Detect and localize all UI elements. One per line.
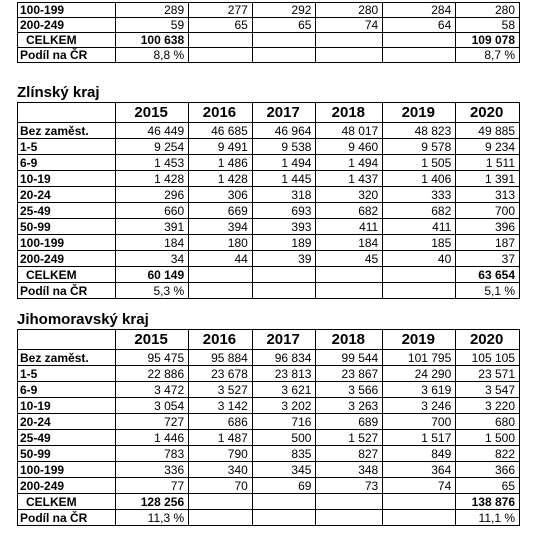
- table-row: [18, 414, 520, 430]
- table-row: [18, 123, 520, 139]
- year-header: 2020: [456, 330, 520, 350]
- empty-cell: [316, 48, 383, 63]
- table-cell: 783: [116, 446, 189, 462]
- table-cell: 716: [252, 414, 316, 430]
- empty-cell: [383, 33, 456, 48]
- table-cell: 348: [316, 462, 383, 478]
- empty-cell: [252, 33, 316, 48]
- table-cell: 44: [189, 251, 253, 267]
- table-cell: 23 867: [316, 366, 383, 382]
- header-corner: [18, 103, 116, 123]
- table-cell: 364: [383, 462, 456, 478]
- empty-cell: [316, 510, 383, 526]
- table-cell: 3 472: [116, 382, 189, 398]
- share-first-year: 8,8 %: [116, 48, 189, 63]
- table-cell: 277: [189, 3, 253, 18]
- share-first-year: 5,3 %: [116, 283, 189, 299]
- year-header: 2015: [116, 103, 189, 123]
- table-cell: 393: [252, 219, 316, 235]
- empty-cell: [383, 267, 456, 283]
- table-row: [18, 398, 520, 414]
- table-cell: 682: [316, 203, 383, 219]
- row-label: 25-49: [18, 430, 116, 446]
- section-title-jihomoravsky: Jihomoravský kraj: [17, 311, 149, 328]
- table-cell: 23 813: [252, 366, 316, 382]
- table-cell: 1 517: [383, 430, 456, 446]
- table-cell: 366: [456, 462, 520, 478]
- total-row: [18, 33, 520, 48]
- share-label: Podíl na ČR: [18, 48, 116, 63]
- table-cell: 411: [383, 219, 456, 235]
- empty-cell: [252, 283, 316, 299]
- jihomoravsky-body: [18, 330, 520, 526]
- table-cell: 333: [383, 187, 456, 203]
- table-cell: 37: [456, 251, 520, 267]
- table-cell: 24 290: [383, 366, 456, 382]
- table-cell: 1 453: [116, 155, 189, 171]
- table-cell: 64: [383, 18, 456, 33]
- empty-cell: [189, 283, 253, 299]
- row-label: 6-9: [18, 382, 116, 398]
- section-title-zlinsky: Zlínský kraj: [17, 84, 100, 101]
- table-cell: 284: [383, 3, 456, 18]
- table-cell: 58: [456, 18, 520, 33]
- jihomoravsky-table: [17, 329, 520, 526]
- table-cell: 46 964: [252, 123, 316, 139]
- table-row: [18, 430, 520, 446]
- table-cell: 1 505: [383, 155, 456, 171]
- table-cell: 727: [116, 414, 189, 430]
- table-cell: 23 678: [189, 366, 253, 382]
- share-last-year: 11,1 %: [456, 510, 520, 526]
- table-cell: 345: [252, 462, 316, 478]
- year-header: 2017: [252, 103, 316, 123]
- row-label: 10-19: [18, 398, 116, 414]
- table-cell: 1 446: [116, 430, 189, 446]
- table-cell: 689: [316, 414, 383, 430]
- table-cell: 48 823: [383, 123, 456, 139]
- table-cell: 34: [116, 251, 189, 267]
- table-row: [18, 251, 520, 267]
- zlinsky-body: [18, 103, 520, 299]
- table-cell: 77: [116, 478, 189, 494]
- table-cell: 73: [316, 478, 383, 494]
- share-label: Podíl na ČR: [18, 283, 116, 299]
- row-label: 20-24: [18, 187, 116, 203]
- table-cell: 1 511: [456, 155, 520, 171]
- table-cell: 318: [252, 187, 316, 203]
- share-row: [18, 48, 520, 63]
- table-row: [18, 366, 520, 382]
- table-cell: 289: [116, 3, 189, 18]
- table-cell: 292: [252, 3, 316, 18]
- table-cell: 1 428: [116, 171, 189, 187]
- empty-cell: [316, 283, 383, 299]
- table-cell: 9 254: [116, 139, 189, 155]
- total-label: CELKEM: [18, 33, 116, 48]
- table-cell: 46 449: [116, 123, 189, 139]
- table-cell: 790: [189, 446, 253, 462]
- table-cell: 296: [116, 187, 189, 203]
- empty-cell: [383, 48, 456, 63]
- table-row: [18, 203, 520, 219]
- table-cell: 189: [252, 235, 316, 251]
- year-header: 2018: [316, 330, 383, 350]
- row-label: 200-249: [18, 18, 116, 33]
- table-cell: 70: [189, 478, 253, 494]
- table-cell: 1 494: [252, 155, 316, 171]
- header-row: [18, 103, 520, 123]
- empty-cell: [252, 267, 316, 283]
- share-last-year: 8,7 %: [456, 48, 520, 63]
- table-cell: 394: [189, 219, 253, 235]
- table-cell: 3 142: [189, 398, 253, 414]
- table-cell: 3 619: [383, 382, 456, 398]
- year-header: 2016: [189, 330, 253, 350]
- share-first-year: 11,3 %: [116, 510, 189, 526]
- table-cell: 336: [116, 462, 189, 478]
- table-cell: 849: [383, 446, 456, 462]
- empty-cell: [189, 510, 253, 526]
- table-cell: 3 566: [316, 382, 383, 398]
- table-cell: 23 571: [456, 366, 520, 382]
- fragment-body: [18, 3, 520, 63]
- table-cell: 280: [456, 3, 520, 18]
- row-label: 100-199: [18, 235, 116, 251]
- table-cell: 1 494: [316, 155, 383, 171]
- table-row: [18, 382, 520, 398]
- zlinsky-table: [17, 102, 520, 299]
- total-last-year: 109 078: [456, 33, 520, 48]
- table-cell: 3 621: [252, 382, 316, 398]
- table-cell: 669: [189, 203, 253, 219]
- table-cell: 660: [116, 203, 189, 219]
- empty-cell: [252, 510, 316, 526]
- table-row: [18, 187, 520, 203]
- table-row: [18, 219, 520, 235]
- year-header: 2020: [456, 103, 520, 123]
- table-cell: 686: [189, 414, 253, 430]
- table-cell: 3 547: [456, 382, 520, 398]
- table-row: [18, 446, 520, 462]
- year-header: 2015: [116, 330, 189, 350]
- table-cell: 3 263: [316, 398, 383, 414]
- year-header: 2019: [383, 330, 456, 350]
- table-cell: 1 487: [189, 430, 253, 446]
- table-cell: 682: [383, 203, 456, 219]
- total-first-year: 60 149: [116, 267, 189, 283]
- total-first-year: 128 256: [116, 494, 189, 510]
- empty-cell: [189, 33, 253, 48]
- row-label: 200-249: [18, 478, 116, 494]
- table-cell: 180: [189, 235, 253, 251]
- table-cell: 105 105: [456, 350, 520, 366]
- table-cell: 340: [189, 462, 253, 478]
- header-corner: [18, 330, 116, 350]
- row-label: 50-99: [18, 446, 116, 462]
- empty-cell: [189, 494, 253, 510]
- table-cell: 306: [189, 187, 253, 203]
- table-cell: 65: [189, 18, 253, 33]
- empty-cell: [383, 494, 456, 510]
- total-label: CELKEM: [18, 494, 116, 510]
- table-row: [18, 478, 520, 494]
- table-cell: 184: [316, 235, 383, 251]
- table-cell: 1 406: [383, 171, 456, 187]
- year-header: 2017: [252, 330, 316, 350]
- table-cell: 827: [316, 446, 383, 462]
- table-cell: 391: [116, 219, 189, 235]
- table-row: [18, 235, 520, 251]
- total-last-year: 63 654: [456, 267, 520, 283]
- empty-cell: [189, 267, 253, 283]
- row-label: 100-199: [18, 3, 116, 18]
- table-cell: 46 685: [189, 123, 253, 139]
- table-cell: 187: [456, 235, 520, 251]
- table-cell: 39: [252, 251, 316, 267]
- table-cell: 3 202: [252, 398, 316, 414]
- empty-cell: [383, 510, 456, 526]
- table-cell: 822: [456, 446, 520, 462]
- table-cell: 1 445: [252, 171, 316, 187]
- table-cell: 40: [383, 251, 456, 267]
- total-first-year: 100 638: [116, 33, 189, 48]
- table-cell: 48 017: [316, 123, 383, 139]
- row-label: 6-9: [18, 155, 116, 171]
- table-cell: 9 538: [252, 139, 316, 155]
- table-cell: 9 491: [189, 139, 253, 155]
- empty-cell: [252, 48, 316, 63]
- share-label: Podíl na ČR: [18, 510, 116, 526]
- table-row: [18, 350, 520, 366]
- year-header: 2019: [383, 103, 456, 123]
- empty-cell: [189, 48, 253, 63]
- table-cell: 3 527: [189, 382, 253, 398]
- previous-region-table-fragment: [17, 2, 520, 63]
- table-cell: 1 527: [316, 430, 383, 446]
- table-cell: 99 544: [316, 350, 383, 366]
- header-row: [18, 330, 520, 350]
- table-cell: 280: [316, 3, 383, 18]
- row-label: 1-5: [18, 139, 116, 155]
- table-cell: 101 795: [383, 350, 456, 366]
- table-cell: 74: [316, 18, 383, 33]
- table-cell: 835: [252, 446, 316, 462]
- row-label: 200-249: [18, 251, 116, 267]
- table-cell: 3 220: [456, 398, 520, 414]
- table-cell: 3 054: [116, 398, 189, 414]
- share-last-year: 5,1 %: [456, 283, 520, 299]
- table-cell: 45: [316, 251, 383, 267]
- row-label: 25-49: [18, 203, 116, 219]
- table-cell: 1 437: [316, 171, 383, 187]
- table-cell: 49 885: [456, 123, 520, 139]
- table-cell: 9 234: [456, 139, 520, 155]
- table-row: [18, 139, 520, 155]
- table-row: [18, 155, 520, 171]
- row-label: 100-199: [18, 462, 116, 478]
- total-label: CELKEM: [18, 267, 116, 283]
- table-row: [18, 462, 520, 478]
- table-cell: 1 391: [456, 171, 520, 187]
- table-cell: 396: [456, 219, 520, 235]
- table-cell: 1 486: [189, 155, 253, 171]
- table-row: [18, 171, 520, 187]
- table-cell: 69: [252, 478, 316, 494]
- empty-cell: [252, 494, 316, 510]
- table-row: [18, 18, 520, 33]
- total-row: [18, 267, 520, 283]
- year-header: 2018: [316, 103, 383, 123]
- table-cell: 320: [316, 187, 383, 203]
- row-label: 1-5: [18, 366, 116, 382]
- table-cell: 411: [316, 219, 383, 235]
- empty-cell: [316, 33, 383, 48]
- table-cell: 9 460: [316, 139, 383, 155]
- table-cell: 74: [383, 478, 456, 494]
- row-label: Bez zaměst.: [18, 350, 116, 366]
- table-cell: 96 834: [252, 350, 316, 366]
- row-label: 20-24: [18, 414, 116, 430]
- table-cell: 95 884: [189, 350, 253, 366]
- empty-cell: [316, 267, 383, 283]
- year-header: 2016: [189, 103, 253, 123]
- table-cell: 680: [456, 414, 520, 430]
- table-cell: 65: [456, 478, 520, 494]
- table-cell: 693: [252, 203, 316, 219]
- table-cell: 700: [383, 414, 456, 430]
- table-cell: 185: [383, 235, 456, 251]
- table-cell: 184: [116, 235, 189, 251]
- table-cell: 65: [252, 18, 316, 33]
- table-cell: 95 475: [116, 350, 189, 366]
- total-last-year: 138 876: [456, 494, 520, 510]
- row-label: 50-99: [18, 219, 116, 235]
- table-cell: 1 428: [189, 171, 253, 187]
- share-row: [18, 283, 520, 299]
- share-row: [18, 510, 520, 526]
- table-cell: 1 500: [456, 430, 520, 446]
- row-label: Bez zaměst.: [18, 123, 116, 139]
- table-row: [18, 3, 520, 18]
- table-cell: 500: [252, 430, 316, 446]
- row-label: 10-19: [18, 171, 116, 187]
- table-cell: 59: [116, 18, 189, 33]
- table-cell: 3 246: [383, 398, 456, 414]
- table-cell: 22 886: [116, 366, 189, 382]
- table-cell: 9 578: [383, 139, 456, 155]
- table-cell: 313: [456, 187, 520, 203]
- empty-cell: [316, 494, 383, 510]
- total-row: [18, 494, 520, 510]
- table-cell: 700: [456, 203, 520, 219]
- empty-cell: [383, 283, 456, 299]
